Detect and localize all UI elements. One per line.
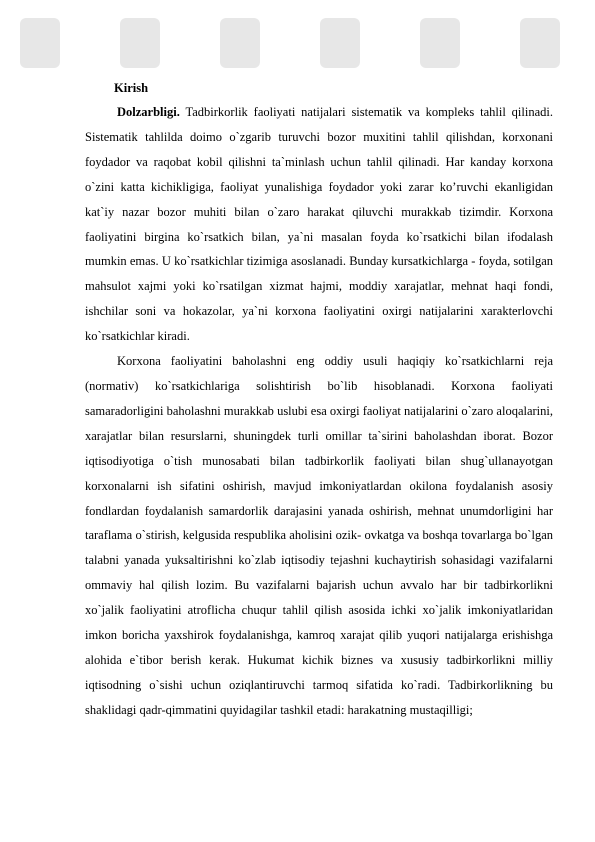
watermark-icon <box>0 8 595 78</box>
paragraph-baholash: Korxona faoliyatini baholashni eng oddiy usuli haqiqiy ko`rsatkichlarni reja (normativ) ko`rsatkichlariga solishtirish bo`lib hisoblanadi. Korxona faoliyati samaradorligini baholashni murakkab uslubi esa oxirgi faoliyat natijalarini o`zaro aloqalarini, xarajatlar bilan resurslarni, shuningdek turli omillar ta`sirini baholashdan iborat. Bozor iqtisodiyotiga o`tish munosabati bilan tadbirkorlik faoliyati bilan shug`ullanayotgan korxonalarni ish sifatini oshirish, mavjud imkoniyatlardan okilona foydalanish asosiy fondlardan foydalanish samardorlik darajasini yanada oshirish, mehnat unumdorligini har taraflama o`stirish, kelgusida respublika aholisini ozik- ovkatga va boshqa tovarlarga bo`lgan talabni yanada yuksaltirishni ko`zlab iqtisodiy tejashni kuchaytirish sohasidagi vazifalarni ommaviy hal qilish lozim. Bu vazifalarni bajarish uchun avvalo har bir tadbirkorlikni xo`jalik faoliyatini atroflicha chuqur tahlil qilish asosida ichki xo`jalik imkoniyatlaridan imkon boricha yaxshirok foydalanishga, kamroq xarajat qilib yuqori natijalarga erishishga alohida e`tibor berish kerak. Hukumat kichik biznes va xususiy tadbirkorlikni milliy iqtisodning o`sishi uchun oziqlantiruvchi tarmoq sifatida ko`radi. Tadbirkorlikning bu shaklidagi qadr-qimmatini quyidagilar tashkil etadi: harakatning mustaqilligi; <box>85 354 553 717</box>
paragraph-dolzarbligi <box>85 100 553 349</box>
section-heading: Kirish <box>114 81 149 95</box>
intro-label: Dolzarbligi. <box>117 105 180 119</box>
intro-text: Tadbirkorlik faoliyati natijalari sistematik va kompleks tahlil qilinadi. Sistematik tahlilda doimo o`zgarib turuvchi bozor muxitini tahlil qilishdan, korxonani foydador va raqobat kobil qilishni ta`minlash uchun tahlil qilinadi. Har kanday korxona o`zini katta kichikligiga, faoliyat yunalishiga foydador yoki zarar ko’ruvchi ekanligidan kat`iy nazar bozor muhiti bilan o`zaro harakat qiluvchi murakkab tizimdir. Korxona faoliyatini birgina ko`rsatkich bilan, ya`ni masalan foyda ko`rsatkichi bilan ifodalash mumkin emas. U ko`rsatkichlar tizimiga asoslanadi. Bunday kursatkichlarga - foyda, sotilgan mahsulot xajmi yoki ko`rsatilgan xizmat hajmi, moddiy xarajatlar, mehnat haqi fondi, ishchilar soni va hokazolar, ya`ni korxona faoliyatini oxirgi natijalarini xarakterlovchi ko`rsatkichlar kiradi. <box>85 105 553 344</box>
